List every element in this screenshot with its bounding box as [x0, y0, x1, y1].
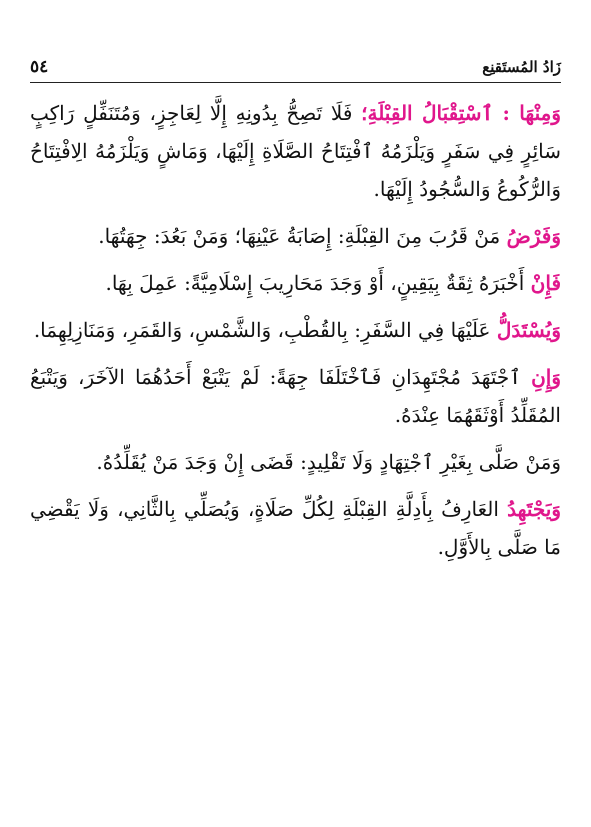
- paragraph-lead: وَفَرْضُ: [506, 224, 561, 248]
- paragraph-text: أَخْبَرَهُ ثِقَةٌ بِيَقِينٍ، أَوْ وَجَدَ مَحَارِيبَ إِسْلَامِيَّةً: عَمِلَ بِهَا.: [105, 271, 531, 295]
- paragraph: [30, 311, 561, 349]
- paragraph-text: عَلَيْهَا فِي السَّفَرِ: بِالقُطْبِ، وَالشَّمْسِ، وَالقَمَرِ، وَمَنَازِلِهِمَا.: [33, 318, 497, 342]
- header-divider: [30, 82, 561, 83]
- paragraph: [30, 94, 561, 208]
- paragraph-lead: وَيَجْتَهِدُ: [507, 497, 561, 521]
- paragraph-lead: وَمِنْهَا : ٱسْتِقْبَالُ القِبْلَةِ؛: [361, 101, 561, 125]
- paragraph-text: مَنْ قَرُبَ مِنَ القِبْلَةِ: إِصَابَةُ عَيْنِهَا؛ وَمَنْ بَعُدَ: جِهَتُهَا.: [98, 224, 507, 248]
- paragraph-text: العَارِفُ بِأَدِلَّةِ القِبْلَةِ لِكُلِّ صَلَاةٍ، وَيُصَلِّي بِالثَّانِي، وَلَا يَقْضِي مَا صَلَّى بِالأَوَّلِ.: [30, 497, 561, 559]
- paragraph: [30, 358, 561, 434]
- page-header: [30, 54, 561, 80]
- paragraph-lead: فَإِنْ: [530, 271, 561, 295]
- page-number: ٥٤: [30, 57, 49, 77]
- page-body: [30, 94, 561, 575]
- paragraph-lead: وَإِنِ: [531, 365, 561, 389]
- paragraph-text: ٱجْتَهَدَ مُجْتَهِدَانِ فَٱخْتَلَفَا جِهَةً: لَمْ يَتْبَعْ أَحَدُهُمَا الآخَرَ، وَيَتْبَعُ المُقَلِّدُ أَوْثَقَهُمَا عِنْدَهُ.: [30, 365, 561, 427]
- paragraph-text: فَلَا تَصِحُّ بِدُونِهِ إِلَّا لِعَاجِزٍ، وَمُتَنَفِّلٍ رَاكِبٍ سَائِرٍ فِي سَفَرٍ وَيَلْزَمُهُ ٱفْتِتَاحُ الصَّلَاةِ إِلَيْهَا، وَمَاشٍ وَيَلْزَمُهُ الِافْتِتَاحُ وَالرُّكُوعُ وَالسُّجُودُ إِلَيْهَا.: [30, 101, 561, 201]
- paragraph: [30, 264, 561, 302]
- paragraph-lead: وَيُسْتَدَلُّ: [496, 318, 561, 342]
- book-page: [30, 0, 561, 827]
- paragraph: [30, 490, 561, 566]
- paragraph: [30, 443, 561, 481]
- paragraph: [30, 217, 561, 255]
- book-title: زَادُ المُستَقنِع: [482, 58, 561, 76]
- paragraph-text: وَمَنْ صَلَّى بِغَيْرِ ٱجْتِهَادٍ وَلَا تَقْلِيدٍ: قَضَى إِنْ وَجَدَ مَنْ يُقَلِّدُهُ.: [96, 450, 561, 474]
